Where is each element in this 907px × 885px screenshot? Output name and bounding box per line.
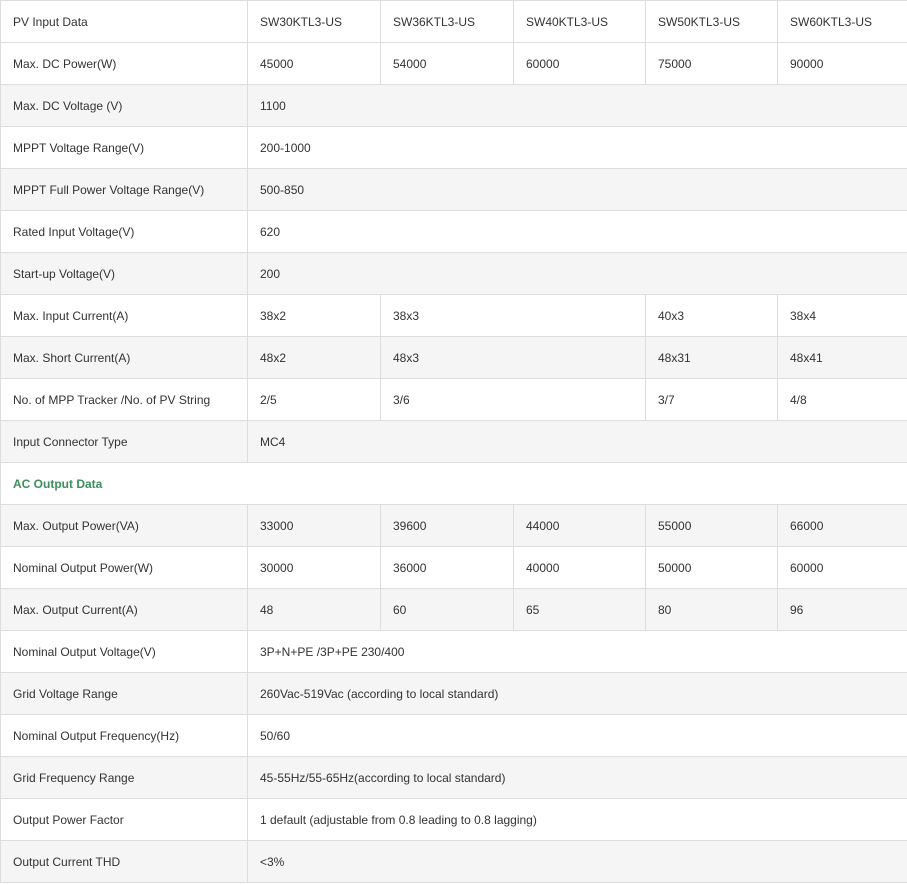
cell-value: <3%: [248, 841, 907, 883]
cell-value: 33000: [248, 505, 381, 547]
cell-value: 60000: [514, 43, 646, 85]
cell-value: 3/7: [646, 379, 778, 421]
section-title: AC Output Data: [1, 463, 907, 505]
cell-value: 50000: [646, 547, 778, 589]
table-row: [1, 337, 907, 379]
cell-value: 1 default (adjustable from 0.8 leading to 0.8 lagging): [248, 799, 907, 841]
row-label: Grid Frequency Range: [1, 757, 248, 799]
cell-value: 3P+N+PE /3P+PE 230/400: [248, 631, 907, 673]
cell-value: 75000: [646, 43, 778, 85]
table-row: [1, 169, 907, 211]
table-row: [1, 547, 907, 589]
cell-value: 48x3: [381, 337, 646, 379]
cell-value: 55000: [646, 505, 778, 547]
row-label: Rated Input Voltage(V): [1, 211, 248, 253]
cell-value: 50/60: [248, 715, 907, 757]
cell-value: 45-55Hz/55-65Hz(according to local standard): [248, 757, 907, 799]
table-row: [1, 631, 907, 673]
cell-value: 260Vac-519Vac (according to local standard): [248, 673, 907, 715]
row-label: Output Power Factor: [1, 799, 248, 841]
cell-value: 60000: [778, 547, 907, 589]
cell-value: 54000: [381, 43, 514, 85]
table-row: [1, 127, 907, 169]
model-header: SW40KTL3-US: [514, 1, 646, 43]
cell-value: 45000: [248, 43, 381, 85]
table-row: [1, 211, 907, 253]
cell-value: 48x41: [778, 337, 907, 379]
table-row: [1, 253, 907, 295]
model-header: SW30KTL3-US: [248, 1, 381, 43]
row-label: MPPT Full Power Voltage Range(V): [1, 169, 248, 211]
table-row: [1, 85, 907, 127]
cell-value: 1100: [248, 85, 907, 127]
cell-value: 38x2: [248, 295, 381, 337]
table-row: [1, 421, 907, 463]
row-label: No. of MPP Tracker /No. of PV String: [1, 379, 248, 421]
table-header-row: [1, 1, 907, 43]
table-row: [1, 715, 907, 757]
cell-value: 620: [248, 211, 907, 253]
cell-value: 39600: [381, 505, 514, 547]
row-label: Nominal Output Power(W): [1, 547, 248, 589]
table-row: [1, 295, 907, 337]
row-label: Max. Input Current(A): [1, 295, 248, 337]
cell-value: 30000: [248, 547, 381, 589]
cell-value: 38x4: [778, 295, 907, 337]
row-label: Input Connector Type: [1, 421, 248, 463]
row-label: MPPT Voltage Range(V): [1, 127, 248, 169]
row-label: Output Current THD: [1, 841, 248, 883]
table-row: [1, 43, 907, 85]
cell-value: 2/5: [248, 379, 381, 421]
model-header: SW50KTL3-US: [646, 1, 778, 43]
row-label: Start-up Voltage(V): [1, 253, 248, 295]
cell-value: 38x3: [381, 295, 646, 337]
table-row: [1, 505, 907, 547]
cell-value: 96: [778, 589, 907, 631]
table-row: [1, 799, 907, 841]
table-row: [1, 757, 907, 799]
cell-value: 40x3: [646, 295, 778, 337]
row-label: Max. DC Voltage (V): [1, 85, 248, 127]
cell-value: 65: [514, 589, 646, 631]
cell-value: 66000: [778, 505, 907, 547]
cell-value: 60: [381, 589, 514, 631]
row-label: Nominal Output Frequency(Hz): [1, 715, 248, 757]
model-header: SW60KTL3-US: [778, 1, 907, 43]
table-row: [1, 841, 907, 883]
cell-value: 200-1000: [248, 127, 907, 169]
row-label: PV Input Data: [1, 1, 248, 43]
cell-value: 40000: [514, 547, 646, 589]
cell-value: 500-850: [248, 169, 907, 211]
row-label: Grid Voltage Range: [1, 673, 248, 715]
cell-value: 44000: [514, 505, 646, 547]
row-label: Nominal Output Voltage(V): [1, 631, 248, 673]
table-row: [1, 379, 907, 421]
table-row: [1, 589, 907, 631]
row-label: Max. DC Power(W): [1, 43, 248, 85]
cell-value: 3/6: [381, 379, 646, 421]
row-label: Max. Short Current(A): [1, 337, 248, 379]
section-header-row: [1, 463, 907, 505]
cell-value: 90000: [778, 43, 907, 85]
cell-value: 80: [646, 589, 778, 631]
row-label: Max. Output Current(A): [1, 589, 248, 631]
cell-value: 48: [248, 589, 381, 631]
table-row: [1, 673, 907, 715]
row-label: Max. Output Power(VA): [1, 505, 248, 547]
cell-value: 48x2: [248, 337, 381, 379]
cell-value: 48x31: [646, 337, 778, 379]
cell-value: MC4: [248, 421, 907, 463]
cell-value: 36000: [381, 547, 514, 589]
cell-value: 4/8: [778, 379, 907, 421]
cell-value: 200: [248, 253, 907, 295]
model-header: SW36KTL3-US: [381, 1, 514, 43]
